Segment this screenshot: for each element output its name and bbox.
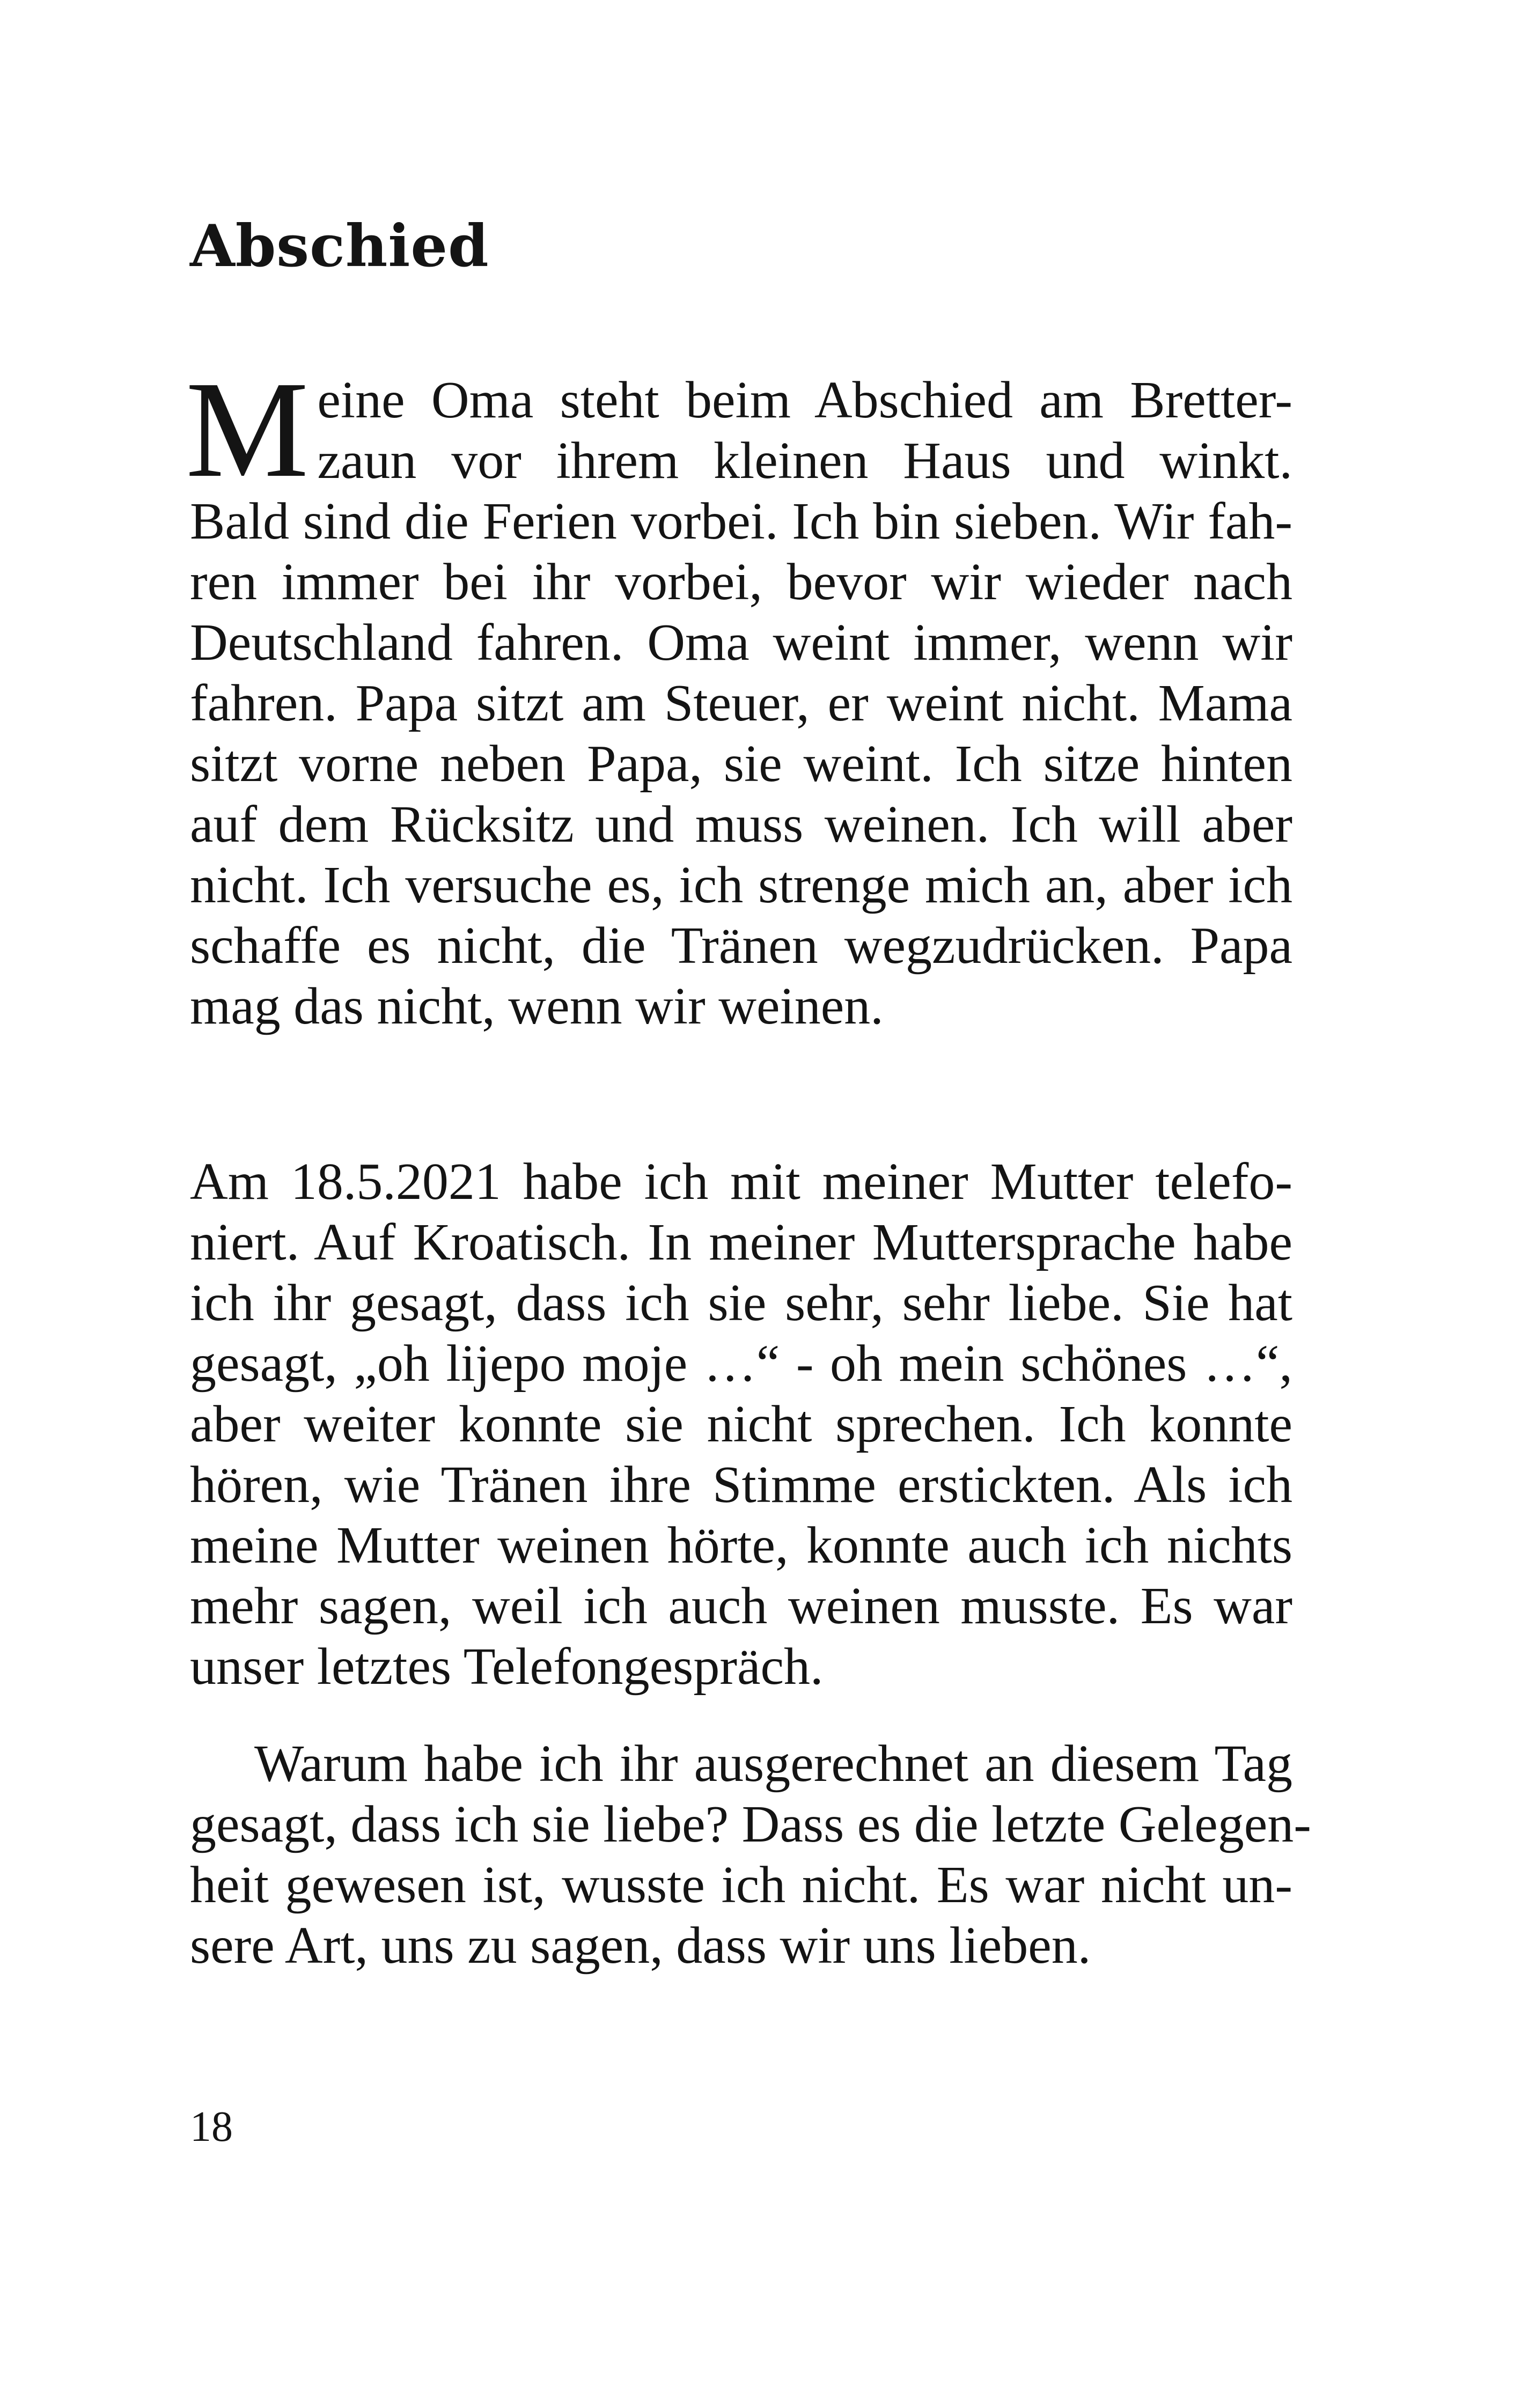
paragraph-farewell	[186, 352, 1292, 1037]
text-line: fahren. Papa sitzt am Steuer, er weint nicht. Mama	[190, 674, 1292, 732]
text-line: zaun vor ihrem kleinen Haus und winkt.	[317, 432, 1292, 490]
paragraph-phone-call	[190, 1152, 1292, 1697]
text-line: gesagt, dass ich sie liebe? Dass es die letzte Gelegen-	[190, 1795, 1311, 1853]
text-line: mag das nicht, wenn wir weinen.	[190, 977, 884, 1035]
text-line: auf dem Rücksitz und muss weinen. Ich will aber	[190, 796, 1292, 853]
text-line: schaffe es nicht, die Tränen wegzudrücken. Papa	[190, 917, 1292, 975]
page-number: 18	[190, 2103, 233, 2151]
drop-cap: M	[186, 352, 309, 506]
chapter-heading: Abschied	[190, 212, 489, 280]
text-line: gesagt, „oh lijepo moje …“ - oh mein schönes …“,	[190, 1335, 1292, 1393]
text-line: niert. Auf Kroatisch. In meiner Muttersprache habe	[190, 1213, 1292, 1271]
text-line: sere Art, uns zu sagen, dass wir uns lieben.	[190, 1917, 1091, 1975]
text-line: ich ihr gesagt, dass ich sie sehr, sehr liebe. Sie hat	[190, 1274, 1292, 1332]
text-line: ren immer bei ihr vorbei, bevor wir wieder nach	[190, 553, 1292, 611]
text-line: mehr sagen, weil ich auch weinen musste. Es war	[190, 1577, 1292, 1635]
paragraph-text	[190, 1152, 1292, 1697]
text-line: heit gewesen ist, wusste ich nicht. Es war nicht un-	[190, 1856, 1292, 1914]
text-line: unser letztes Telefongespräch.	[190, 1638, 824, 1696]
text-line: Warum habe ich ihr ausgerechnet an diesem Tag	[254, 1735, 1292, 1793]
paragraph-text	[190, 1734, 1311, 1976]
paragraph-text	[186, 352, 1292, 1037]
paragraph-reflection	[190, 1734, 1311, 1976]
text-line: nicht. Ich versuche es, ich strenge mich an, aber ich	[190, 856, 1292, 914]
text-line: Bald sind die Ferien vorbei. Ich bin sieben. Wir fah-	[190, 492, 1292, 550]
text-line: aber weiter konnte sie nicht sprechen. Ich konnte	[190, 1395, 1292, 1453]
text-line: Deutschland fahren. Oma weint immer, wenn wir	[190, 614, 1292, 672]
text-line: eine Oma steht beim Abschied am Bretter-	[317, 371, 1292, 429]
text-line: meine Mutter weinen hörte, konnte auch ich nichts	[190, 1516, 1292, 1574]
text-line: sitzt vorne neben Papa, sie weint. Ich sitze hinten	[190, 735, 1292, 793]
text-line: Am 18.5.2021 habe ich mit meiner Mutter telefo-	[190, 1153, 1292, 1211]
text-line: hören, wie Tränen ihre Stimme erstickten. Als ich	[190, 1456, 1292, 1514]
